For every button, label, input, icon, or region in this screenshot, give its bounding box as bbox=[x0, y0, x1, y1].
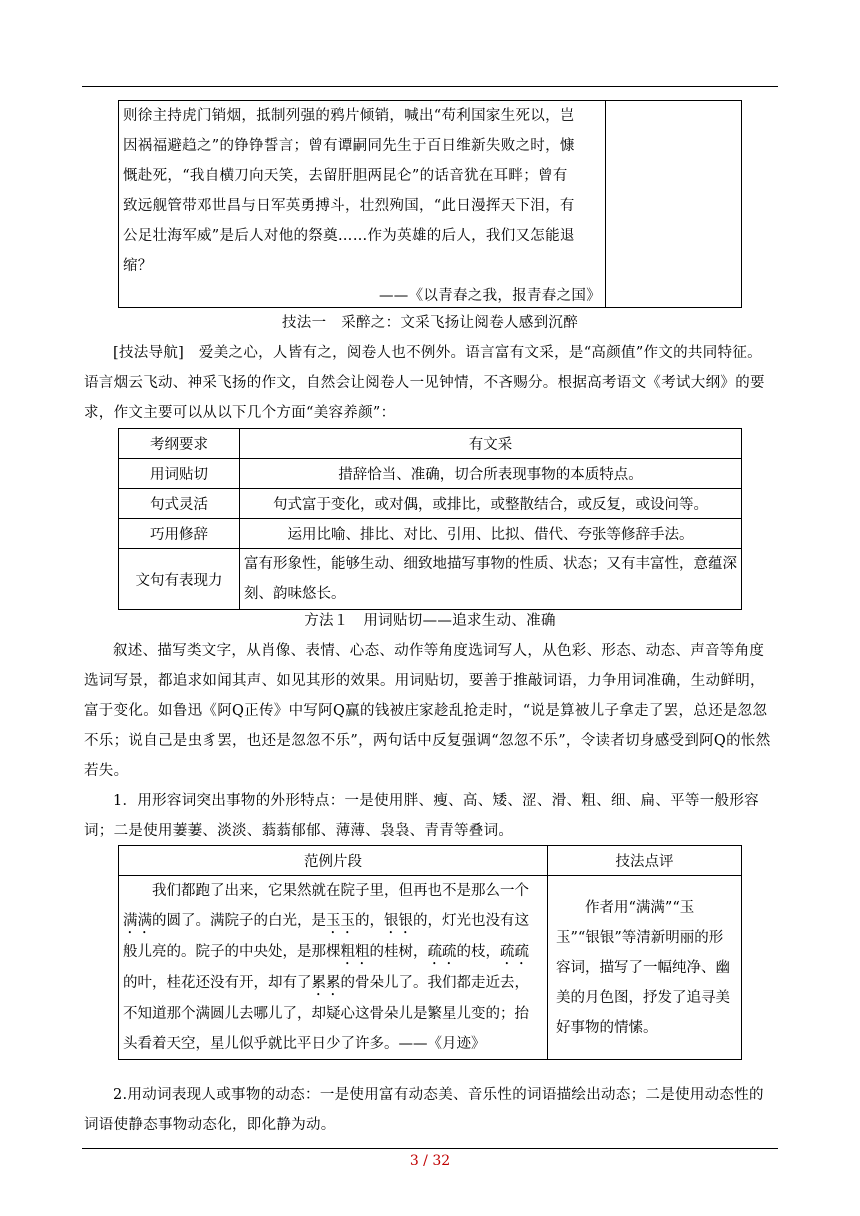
req-cell-label: 用词贴切 bbox=[119, 459, 240, 489]
passage-text: 的， bbox=[355, 913, 384, 929]
quote-box-divider bbox=[605, 101, 606, 307]
passage-text: 的叶，桂花还没有开，却有了 bbox=[123, 975, 312, 991]
method1-title: 方法１ 用词贴切——追求生动、准确 bbox=[304, 613, 556, 629]
requirements-table bbox=[118, 428, 742, 610]
quote-box bbox=[118, 100, 742, 308]
passage-emphasis: 粗粗 bbox=[340, 944, 370, 960]
passage-emphasis: 疏疏 bbox=[500, 944, 529, 960]
req-table-header: 有文采 bbox=[240, 429, 742, 459]
example-comment: 作者用“满满”“玉玉”“银银”等清新明丽的形容词，描写了一幅纯净、幽美的月色图，抒发了追寻美好事物的情愫。 bbox=[548, 876, 742, 1060]
req-cell-label: 文句有表现力 bbox=[119, 549, 240, 610]
example-passage bbox=[119, 876, 548, 1060]
quote-line: 则徐主持虎门销烟，抵制列强的鸦片倾销，喊出“苟利国家生死以，岂 bbox=[123, 108, 575, 124]
passage-text: 的圆了。满院子的白光，是 bbox=[152, 913, 326, 929]
quote-line: 公足壮海军威”是后人对他的祭奠……作为英雄的后人，我们又怎能退 bbox=[123, 228, 575, 244]
example-header-passage: 范例片段 bbox=[119, 846, 548, 876]
req-cell-desc: 运用比喻、排比、对比、引用、比拟、借代、夸张等修辞手法。 bbox=[240, 519, 742, 549]
passage-emphasis: 银银 bbox=[384, 913, 413, 929]
quote-line: 慨赴死，“我自横刀向天笑，去留肝胆两昆仑”的话音犹在耳畔；曾有 bbox=[123, 168, 568, 184]
method1-paragraph: 叙述、描写类文字，从肖像、表情、心态、动作等角度选词写人，从色彩、形态、动态、声音等角度选词写景，都追求如闻其声、如见其形的效果。用词贴切，要善于推敲词语，力争用词准确，生动鲜明，富于变化。如鲁迅《阿Q正传》中写阿Q赢的钱被庄家趁乱抢走时，“说是算被儿子拿走了罢，总还是忽忽不乐；说自己是虫豸罢，也还是忽忽不乐”，两句话中反复强调“忽忽不乐”，令读者切身感受到阿Q的怅然若失。 bbox=[84, 643, 771, 779]
passage-emphasis: 玉玉 bbox=[326, 913, 355, 929]
req-cell-label: 句式灵活 bbox=[119, 489, 240, 519]
example-table bbox=[118, 845, 742, 1060]
nav-paragraph: [技法导航] 爱美之心，人皆有之，阅卷人也不例外。语言富有文采，是“高颜值”作文的共同特征。语言烟云飞动、神采飞扬的作文，自然会让阅卷人一见钟情，不吝赐分。根据高考语文《考试大纲》的要求，作文主要可以从以下几个方面“美容养颜”： bbox=[84, 345, 765, 421]
req-cell-desc: 措辞恰当、准确，切合所表现事物的本质特点。 bbox=[240, 459, 742, 489]
quote-line: 缩？ bbox=[123, 258, 153, 274]
req-cell-label: 巧用修辞 bbox=[119, 519, 240, 549]
req-cell-desc: 富有形象性，能够生动、细致地描写事物的性质、状态；又有丰富性，意蕴深刻、韵味悠长。 bbox=[240, 549, 742, 610]
quote-text bbox=[123, 101, 605, 311]
passage-emphasis: 疏疏 bbox=[427, 944, 457, 960]
passage-text: 的桂树， bbox=[369, 944, 428, 960]
quote-line: 致远舰管带邓世昌与日军英勇搏斗，壮烈殉国，“此日漫挥天下泪，有 bbox=[123, 198, 575, 214]
passage-text: 的枝， bbox=[456, 944, 500, 960]
footer-rule bbox=[82, 1148, 778, 1149]
passage-text: 我们都跑了出来，它果然就在院子里，但再也不是那么一个 bbox=[152, 883, 529, 899]
header-rule bbox=[82, 86, 778, 87]
section1-title: 技法一 采醉之：文采飞扬让阅卷人感到沉醉 bbox=[282, 315, 578, 331]
page-number: 3 / 32 bbox=[409, 1153, 451, 1169]
req-cell-desc: 句式富于变化，或对偶，或排比，或整散结合，或反复，或设问等。 bbox=[240, 489, 742, 519]
quote-source: ——《以青春之我，报青春之国》 bbox=[379, 288, 601, 304]
point2-paragraph: 2.用动词表现人或事物的动态：一是使用富有动态美、音乐性的词语描绘出动态；二是使用动态性的词语使静态事物动态化，即化静为动。 bbox=[84, 1087, 764, 1133]
req-table-header: 考纲要求 bbox=[119, 429, 240, 459]
passage-emphasis: 满满 bbox=[123, 913, 152, 929]
example-header-comment: 技法点评 bbox=[548, 846, 742, 876]
quote-line: 因祸福避趋之”的铮铮誓言；曾有谭嗣同先生于百日维新失败之时，慷 bbox=[123, 138, 575, 154]
point1-paragraph: 1．用形容词突出事物的外形特点：一是使用胖、瘦、高、矮、涩、滑、粗、细、扁、平等一般形容词；二是使用萋萋、淡淡、蓊蓊郁郁、薄薄、袅袅、青青等叠词。 bbox=[84, 793, 759, 839]
passage-text: 的，灯光也没有这般儿亮的。院子的中央处，是那棵 bbox=[123, 913, 529, 960]
passage-emphasis: 累累 bbox=[311, 975, 341, 991]
passage-text: 的骨朵儿了。我们都走近去，不知道那个满圆儿去哪儿了，却疑心这骨朵儿是繁星儿变的；抬头看着天空，星儿似乎就比平日少了许多。——《月迹》 bbox=[123, 975, 529, 1052]
